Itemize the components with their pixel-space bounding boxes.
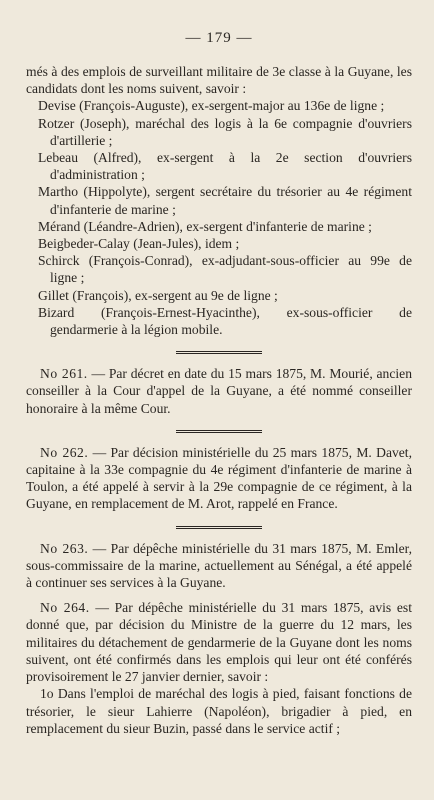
decree-text: — Par décret en date du 15 mars 1875, M. Mourié, ancien conseiller à la Cour d'appel de la Guyane, a été nommé conseiller honoraire à la même Cour. [26,366,412,416]
decree-number: No 262. [40,444,89,460]
list-item: Schirck (François-Conrad), ex-adjudant-sous-officier au 99e de ligne ; [38,253,412,286]
section-divider [176,351,262,354]
section-divider [176,526,262,529]
decree-264 [26,599,412,737]
decree-261 [26,365,412,417]
intro-paragraph: més à des emplois de surveillant militaire de 3e classe à la Guyane, les candidats dont les noms suivent, savoir : [26,64,412,97]
list-item: Mérand (Léandre-Adrien), ex-sergent d'infanterie de marine ; [38,218,372,234]
list-item: Beigbeder-Calay (Jean-Jules), idem ; [38,236,240,252]
candidate-list [26,97,412,338]
decree-text: — Par dépêche ministérielle du 31 mars 1875, M. Emler, sous-commissaire de la marine, actuellement au Sénégal, a été appelé à continuer ses services à la Guyane. [26,540,412,591]
list-item: Gillet (François), ex-sergent au 9e de ligne ; [38,287,278,303]
page-number: — 179 — [185,30,253,46]
list-item: Martho (Hippolyte), sergent secrétaire du trésorier au 4e régiment d'infanterie de marine ; [38,184,412,217]
list-item: Lebeau (Alfred), ex-sergent à la 2e section d'ouvriers d'administration ; [38,150,412,183]
decree-item: 1o Dans l'emploi de maréchal des logis à pied, faisant fonctions de trésorier, le sieur Lahierre (Napoléon), brigadier à pied, en remplacement du sieur Buzin, passé dans le service actif ; [26,686,412,736]
decree-text: — Par dépêche ministérielle du 31 mars 1875, avis est donné que, par décision du Ministre de la guerre du 12 mars, les militaires du détachement de gendarmerie de la Guyane dont les noms suivent, ont été confirmés dans les emplois qui leur ont été conférés provisoirement le 27 janvier dernier, savoir : [26,600,412,685]
decree-262 [26,444,412,513]
decree-number: No 264. [40,600,90,616]
decree-number: No 261. [40,366,88,382]
section-divider [176,430,262,433]
decree-text: — Par décision ministérielle du 25 mars 1875, M. Davet, capitaine à la 33e compagnie du 4e régiment d'infanterie de marine à Toulon, a été appelé à servir à la 29e compagnie de ce régiment, à la Guyane, en remplacement de M. Arot, rappelé en France. [26,444,412,512]
decree-263 [26,540,412,592]
list-item: Rotzer (Joseph), maréchal des logis à la 6e compagnie d'ouvriers d'artillerie ; [38,115,412,148]
list-item: Bizard (François-Ernest-Hyacinthe), ex-sous-officier de gendarmerie à la légion mobile. [38,304,412,338]
decree-number: No 263. [40,540,89,556]
list-item: Devise (François-Auguste), ex-sergent-major au 136e de ligne ; [38,98,385,114]
candidates-section [26,63,412,338]
